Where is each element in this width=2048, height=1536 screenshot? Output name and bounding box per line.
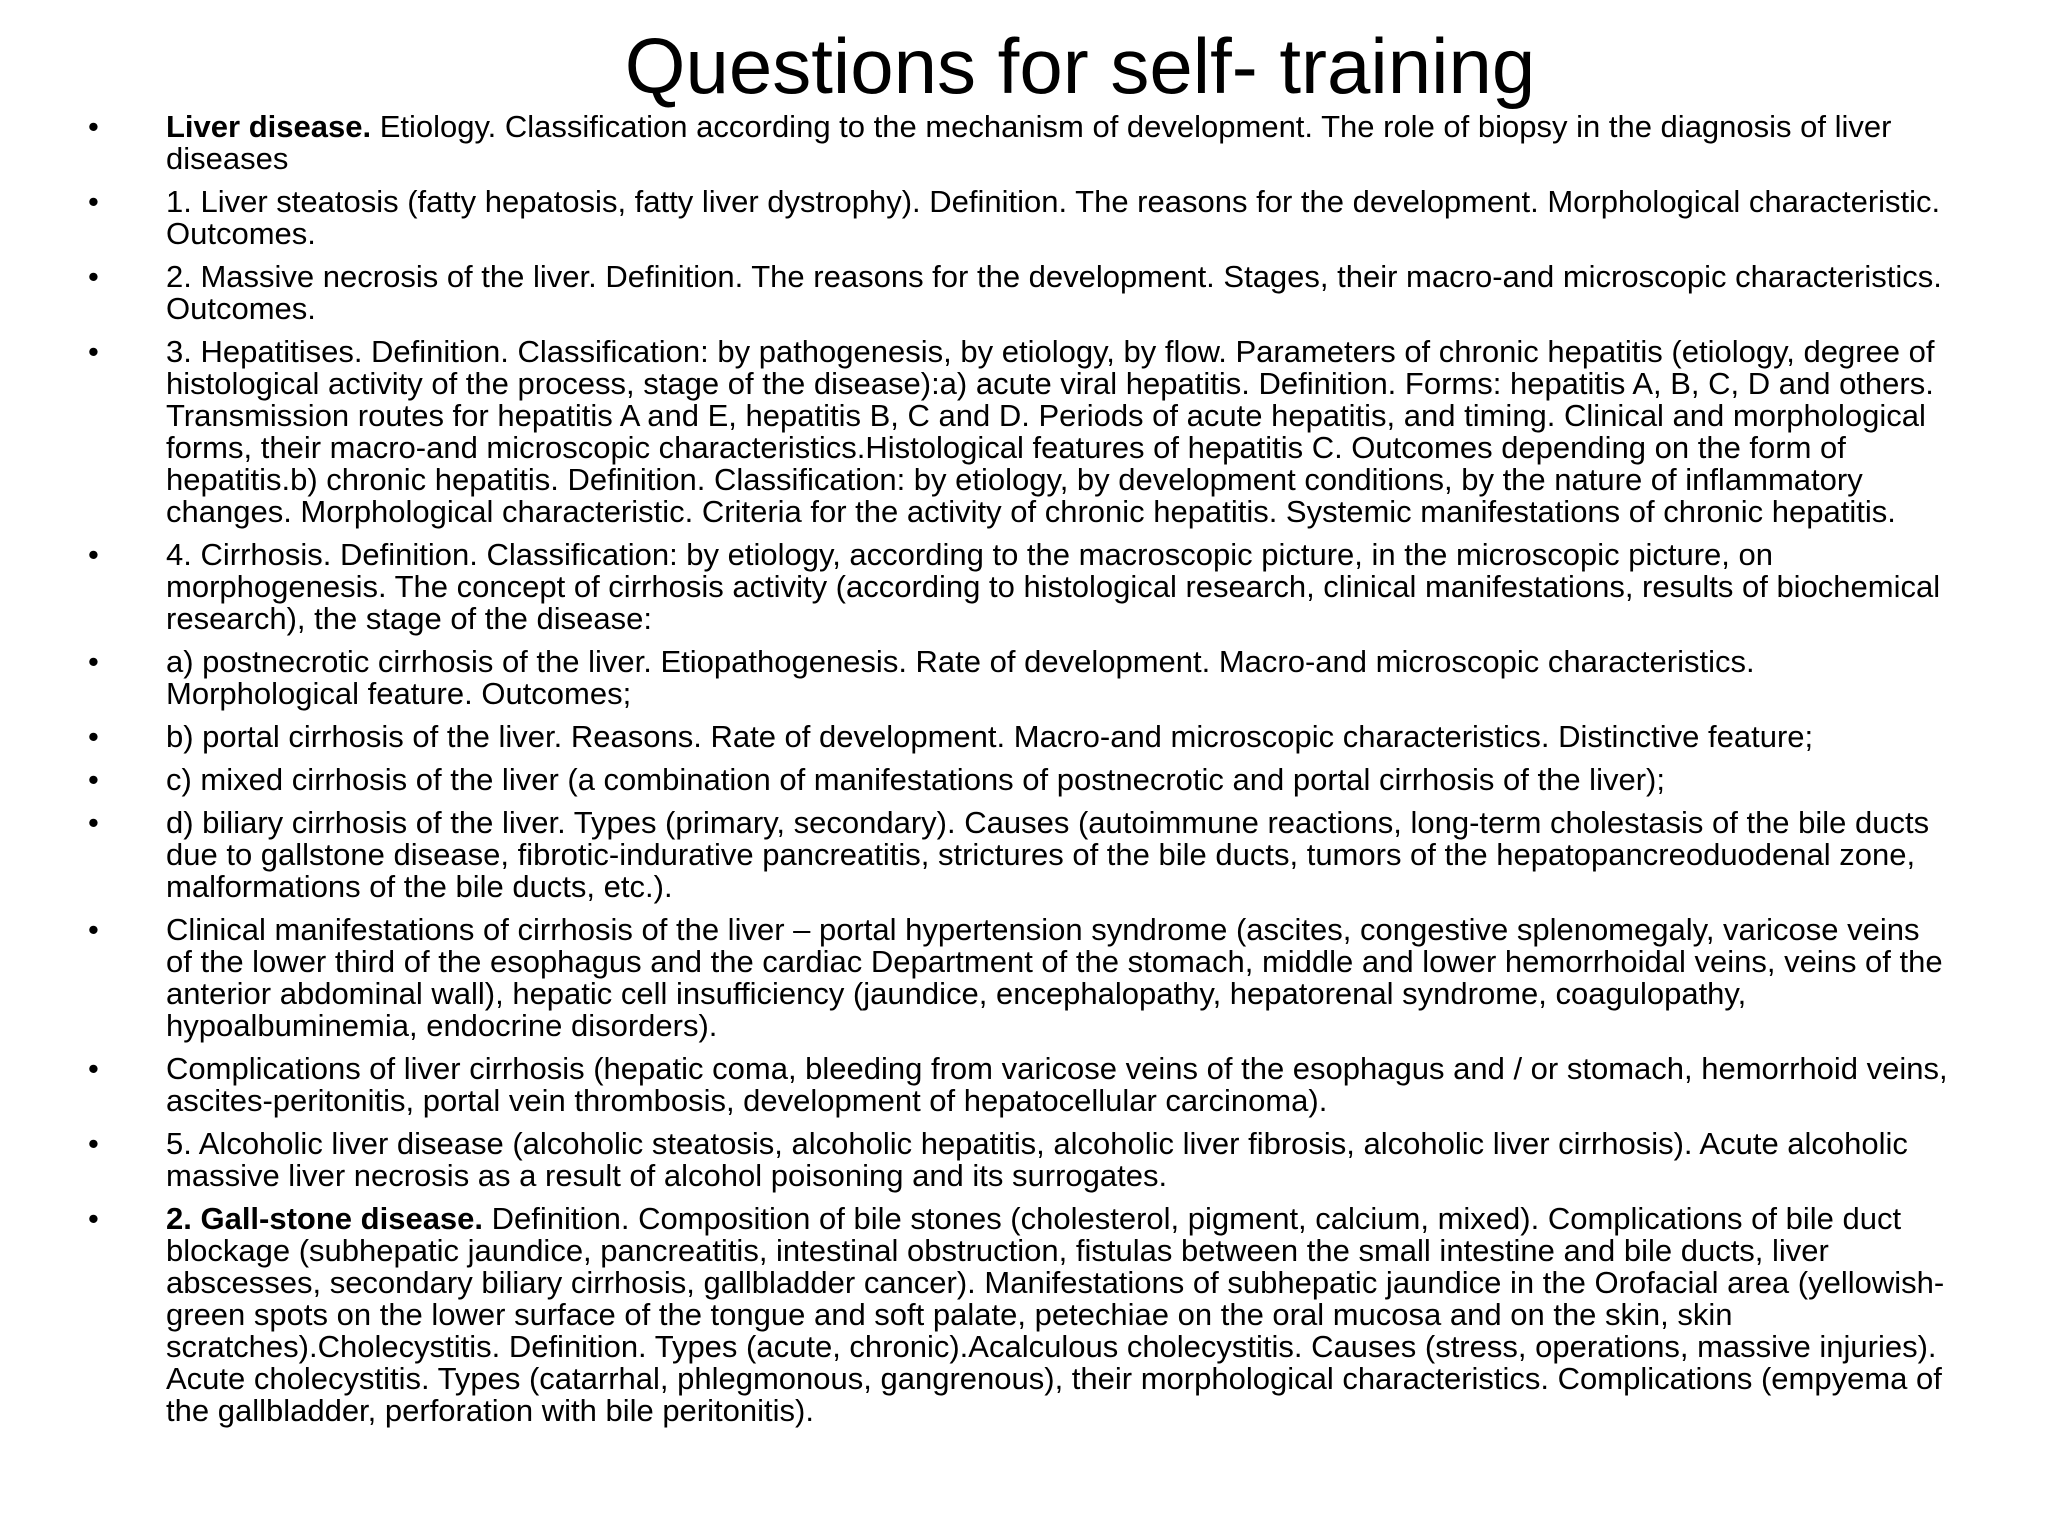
bullet-text: 3. Hepatitises. Definition. Classification: by pathogenesis, by etiology, by flow. Parameters of chronic hepatitis (etiology, degree of histological activity of the process, stage of the disease):a) acute viral hepatitis. Definition. Forms: hepatitis A, B, C, D and others. Transmission routes for hepatitis A and E, hepatitis B, C and D. Periods of acute hepatitis, and timing. Clinical and morphological forms, their macro-and microscopic characteristics.Histological features of hepatitis C. Outcomes depending on the form of hepatitis.b) chronic hepatitis. Definition. Classification: by etiology, by development conditions, by the nature of inflammatory changes. Morphological characteristic. Criteria for the activity of chronic hepatitis. Systemic manifestations of chronic hepatitis. bbox=[166, 334, 1935, 529]
bullet-text: 5. Alcoholic liver disease (alcoholic steatosis, alcoholic hepatitis, alcoholic liver fibrosis, alcoholic liver cirrhosis). Acute alcoholic massive liver necrosis as a result of alcohol poisoning and its surrogates. bbox=[166, 1126, 1908, 1193]
bullet-item bbox=[0, 1053, 2048, 1117]
bullet-icon: • bbox=[88, 537, 99, 572]
bullet-text: 4. Cirrhosis. Definition. Classification: by etiology, according to the macroscopic picture, in the microscopic picture, on morphogenesis. The concept of cirrhosis activity (according to histological research, clinical manifestations, results of biochemical research), the stage of the disease: bbox=[166, 537, 1941, 636]
bullet-list bbox=[0, 111, 2048, 1438]
bullet-icon: • bbox=[88, 1126, 99, 1161]
bullet-item bbox=[0, 646, 2048, 710]
bullet-icon: • bbox=[88, 259, 99, 294]
bullet-item bbox=[0, 914, 2048, 1042]
bullet-item bbox=[0, 336, 2048, 528]
bullet-text: Definition. Composition of bile stones (cholesterol, pigment, calcium, mixed). Complications of bile duct blockage (subhepatic jaundice, pancreatitis, intestinal obstruction, fistulas between the small intestine and bile ducts, liver abscesses, secondary biliary cirrhosis, gallbladder cancer). Manifestations of subhepatic jaundice in the Orofacial area (yellowish-green spots on the lower surface of the tongue and soft palate, petechiae on the oral mucosa and on the skin, skin scratches).Cholecystitis. Definition. Types (acute, chronic).Acalculous cholecystitis. Causes (stress, operations, massive injuries). Acute cholecystitis. Types (catarrhal, phlegmonous, gangrenous), their morphological characteristics. Complications (empyema of the gallbladder, perforation with bile peritonitis). bbox=[166, 1201, 1945, 1428]
bullet-icon: • bbox=[88, 644, 99, 679]
bullet-item bbox=[0, 1203, 2048, 1427]
bullet-item bbox=[0, 261, 2048, 325]
bullet-text: 1. Liver steatosis (fatty hepatosis, fatty liver dystrophy). Definition. The reasons for the development. Morphological characteristic. Outcomes. bbox=[166, 184, 1941, 251]
bullet-item bbox=[0, 539, 2048, 635]
bullet-item bbox=[0, 807, 2048, 903]
bullet-text: Etiology. Classification according to the mechanism of development. The role of biopsy in the diagnosis of liver diseases bbox=[166, 109, 1892, 176]
bullet-lead: 2. Gall-stone disease. bbox=[166, 1201, 484, 1236]
bullet-text: b) portal cirrhosis of the liver. Reasons. Rate of development. Macro-and microscopic characteristics. Distinctive feature; bbox=[166, 719, 1814, 754]
slide-title: Questions for self- training bbox=[624, 22, 1536, 110]
bullet-icon: • bbox=[88, 805, 99, 840]
bullet-icon: • bbox=[88, 109, 99, 144]
bullet-text: 2. Massive necrosis of the liver. Definition. The reasons for the development. Stages, their macro-and microscopic characteristics. Outcomes. bbox=[166, 259, 1942, 326]
bullet-text: d) biliary cirrhosis of the liver. Types (primary, secondary). Causes (autoimmune reactions, long-term cholestasis of the bile ducts due to gallstone disease, fibrotic-indurative pancreatitis, strictures of the bile ducts, tumors of the hepatopancreoduodenal zone, malformations of the bile ducts, etc.). bbox=[166, 805, 1930, 904]
bullet-lead: Liver disease. bbox=[166, 109, 372, 144]
bullet-text: a) postnecrotic cirrhosis of the liver. Etiopathogenesis. Rate of development. Macro-and microscopic characteristics. Morphological feature. Outcomes; bbox=[166, 644, 1755, 711]
bullet-icon: • bbox=[88, 334, 99, 369]
bullet-text: c) mixed cirrhosis of the liver (a combination of manifestations of postnecrotic and portal cirrhosis of the liver); bbox=[166, 762, 1665, 797]
bullet-icon: • bbox=[88, 1201, 99, 1236]
bullet-item bbox=[0, 764, 2048, 796]
bullet-icon: • bbox=[88, 762, 99, 797]
bullet-item bbox=[0, 111, 2048, 175]
bullet-icon: • bbox=[88, 184, 99, 219]
bullet-icon: • bbox=[88, 1051, 99, 1086]
bullet-item bbox=[0, 1128, 2048, 1192]
bullet-item bbox=[0, 186, 2048, 250]
bullet-text: Complications of liver cirrhosis (hepatic coma, bleeding from varicose veins of the esophagus and / or stomach, hemorrhoid veins, ascites-peritonitis, portal vein thrombosis, development of hepatocellular carcinoma). bbox=[166, 1051, 1948, 1118]
bullet-text: Clinical manifestations of cirrhosis of the liver – portal hypertension syndrome (ascites, congestive splenomegaly, varicose veins of the lower third of the esophagus and the cardiac Department of the stomach, middle and lower hemorrhoidal veins, veins of the anterior abdominal wall), hepatic cell insufficiency (jaundice, encephalopathy, hepatorenal syndrome, coagulopathy, hypoalbuminemia, endocrine disorders). bbox=[166, 912, 1943, 1043]
bullet-item bbox=[0, 721, 2048, 753]
bullet-icon: • bbox=[88, 719, 99, 754]
bullet-icon: • bbox=[88, 912, 99, 947]
